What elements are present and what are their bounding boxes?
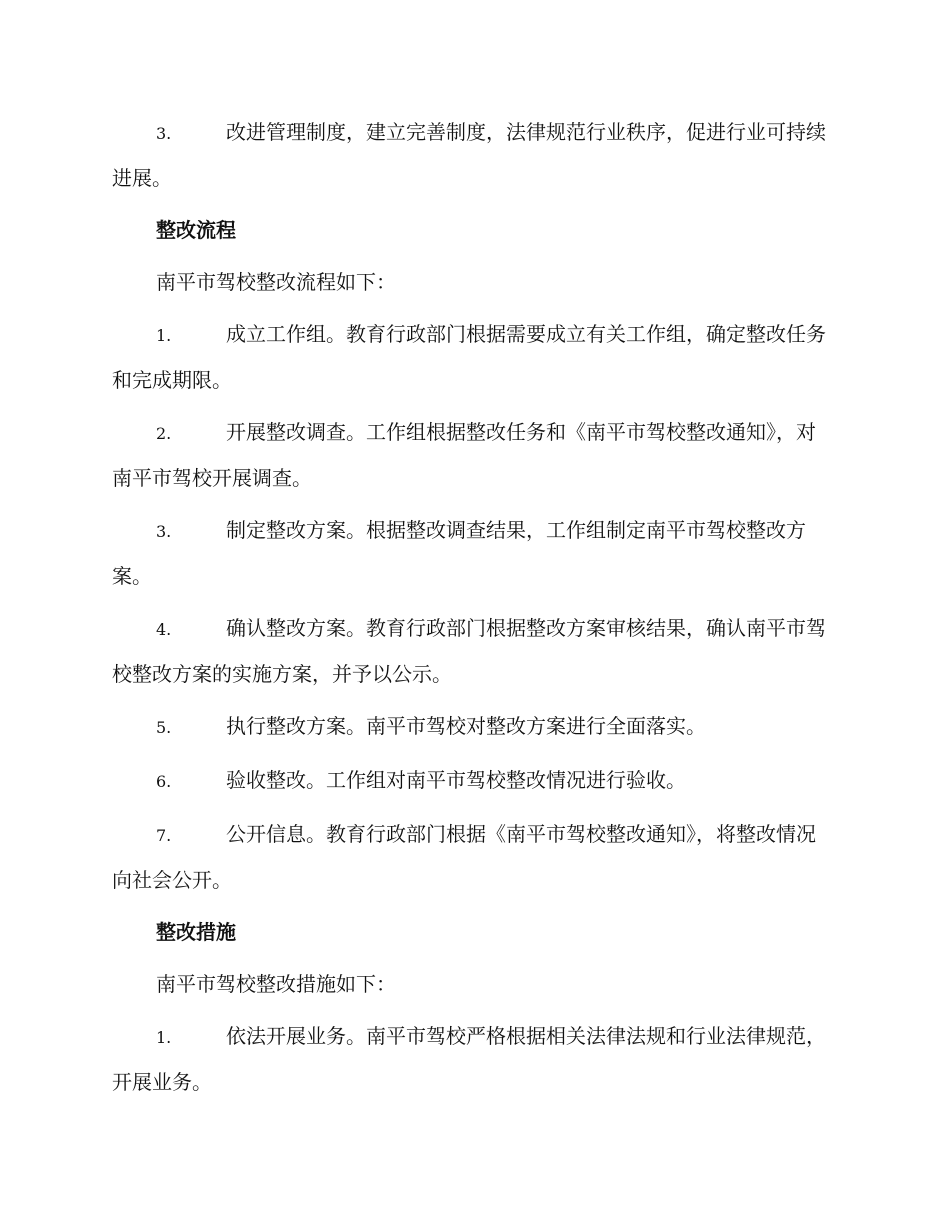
- list-item-text: 开展整改调查。工作组根据整改任务和《南平市驾校整改通知》，对南平市驾校开展调查。: [112, 420, 816, 490]
- list-item-number: 2.: [156, 424, 172, 443]
- list-item-text: 执行整改方案。南平市驾校对整改方案进行全面落实。: [226, 714, 706, 738]
- list-item: [112, 110, 832, 200]
- list-item-number: 3.: [156, 124, 172, 143]
- document-body: [112, 110, 832, 1112]
- list-item: [112, 758, 832, 804]
- list-item-number: 1.: [156, 326, 172, 345]
- section-heading-measures: 整改措施: [156, 920, 236, 944]
- section-lead-process: 南平市驾校整改流程如下：: [156, 270, 396, 294]
- list-item-number: 3.: [156, 522, 172, 541]
- list-item: [112, 606, 832, 696]
- list-item: [112, 704, 832, 750]
- list-item-text: 验收整改。工作组对南平市驾校整改情况进行验收。: [226, 768, 686, 792]
- list-item: [112, 812, 832, 902]
- list-item: [112, 312, 832, 402]
- list-item-number: 7.: [156, 826, 172, 845]
- list-item-number: 5.: [156, 718, 172, 737]
- list-item-number: 6.: [156, 772, 172, 791]
- list-item-text: 制定整改方案。根据整改调查结果，工作组制定南平市驾校整改方案。: [112, 518, 806, 588]
- list-item: [112, 508, 832, 598]
- list-item-text: 公开信息。教育行政部门根据《南平市驾校整改通知》，将整改情况向社会公开。: [112, 822, 816, 892]
- list-item-text: 成立工作组。教育行政部门根据需要成立有关工作组，确定整改任务和完成期限。: [112, 322, 826, 392]
- section-heading-process: 整改流程: [156, 218, 236, 242]
- list-item-number: 1.: [156, 1028, 172, 1047]
- list-item: [112, 1014, 832, 1104]
- list-item: [112, 410, 832, 500]
- list-item-text: 改进管理制度，建立完善制度，法律规范行业秩序，促进行业可持续进展。: [112, 120, 826, 190]
- list-item-text: 依法开展业务。南平市驾校严格根据相关法律法规和行业法律规范，开展业务。: [112, 1024, 826, 1094]
- list-item-text: 确认整改方案。教育行政部门根据整改方案审核结果，确认南平市驾校整改方案的实施方案，并予以公示。: [112, 616, 826, 686]
- section-lead-measures: 南平市驾校整改措施如下：: [156, 972, 396, 996]
- list-item-number: 4.: [156, 620, 172, 639]
